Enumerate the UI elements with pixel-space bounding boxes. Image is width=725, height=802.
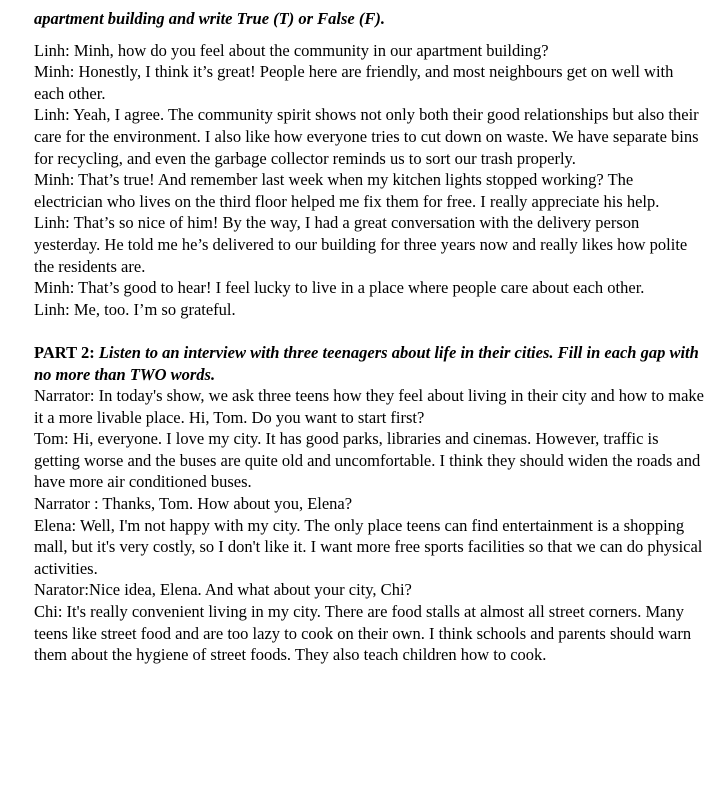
- dialogue-line: Linh: Me, too. I’m so grateful.: [34, 299, 236, 319]
- dialogue-line: Linh: That’s so nice of him! By the way, I had a great conversation with the delivery person yesterday. He told me he’s delivered to our building for three years now and really likes how polite the residents are.: [34, 213, 688, 276]
- dialogue-line: Narrator: In today's show, we ask three teens how they feel about living in their city and how to make it a more livable place. Hi, Tom. Do you want to start first?: [34, 386, 704, 427]
- dialogue-line: Minh: That’s good to hear! I feel lucky to live in a place where people care about each other.: [34, 278, 645, 298]
- section-spacer: [34, 320, 705, 342]
- part2-heading: [34, 342, 705, 385]
- part2-dialogue: [34, 385, 705, 666]
- dialogue-line: Tom: Hi, everyone. I love my city. It has good parks, libraries and cinemas. However, traffic is getting worse and the buses are quite old and uncomfortable. I think they should widen the roads and have more air conditioned buses.: [34, 429, 701, 492]
- part1-dialogue: [34, 40, 705, 321]
- dialogue-line: Narrator : Thanks, Tom. How about you, Elena?: [34, 494, 353, 514]
- dialogue-line: Elena: Well, I'm not happy with my city. The only place teens can find entertainment is a shopping mall, but it's very costly, so I don't like it. I want more free sports facilities so that we can do physical activities.: [34, 515, 703, 578]
- dialogue-line: Chi: It's really convenient living in my city. There are food stalls at almost all street corners. Many teens like street food and are too lazy to cook on their own. I think schools and parents should warn them about the hygiene of street foods. They also teach children how to cook.: [34, 602, 692, 665]
- dialogue-line: Linh: Minh, how do you feel about the community in our apartment building?: [34, 40, 549, 60]
- dialogue-line: Linh: Yeah, I agree. The community spirit shows not only both their good relationships but also their care for the environment. I also like how everyone tries to cut down on waste. We have separate bins for recycling, and even the garbage collector reminds us to sort our trash properly.: [34, 105, 699, 168]
- dialogue-line: Narator:Nice idea, Elena. And what about your city, Chi?: [34, 580, 412, 600]
- part1-instruction: apartment building and write True (T) or False (F).: [34, 9, 385, 28]
- part2-label: PART 2:: [34, 342, 95, 362]
- part2-instruction: Listen to an interview with three teenagers about life in their cities. Fill in each gap with no more than TWO words.: [34, 342, 699, 384]
- dialogue-line: Minh: Honestly, I think it’s great! People here are friendly, and most neighbours get on well with each other.: [34, 62, 674, 103]
- dialogue-line: Minh: That’s true! And remember last week when my kitchen lights stopped working? The electrician who lives on the third floor helped me fix them for free. I really appreciate his help.: [34, 170, 660, 211]
